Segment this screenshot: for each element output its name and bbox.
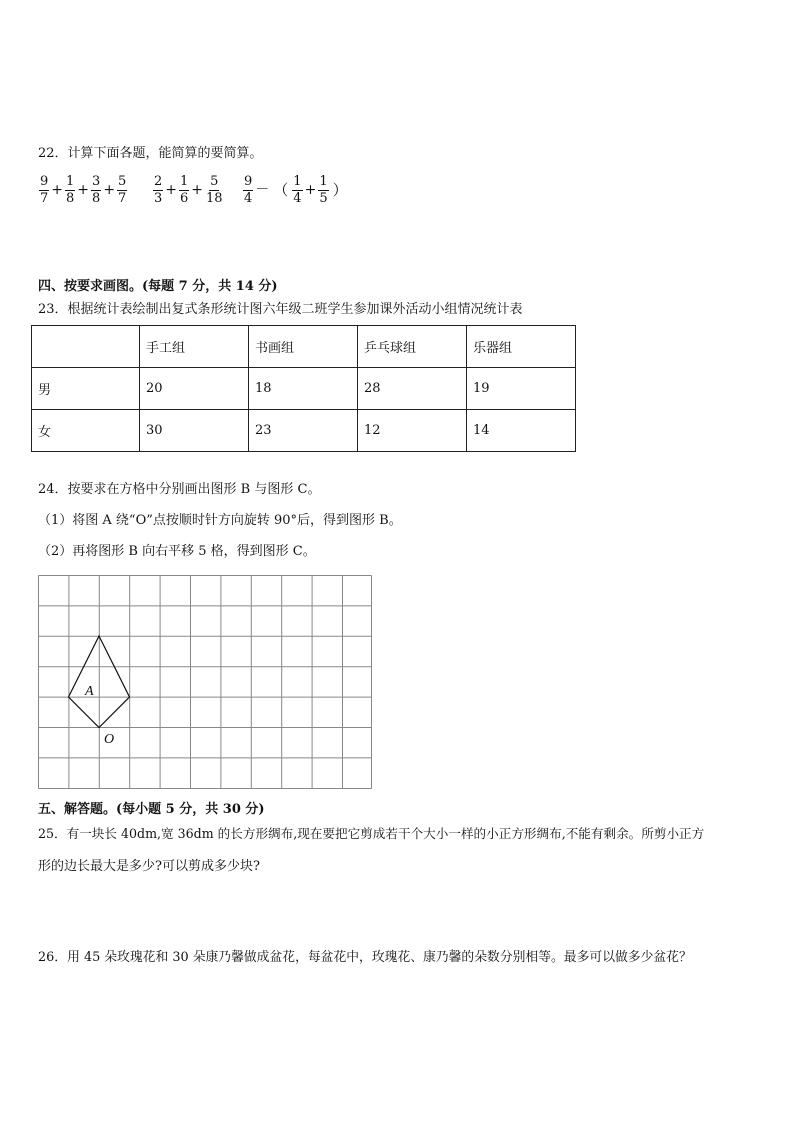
table-cell: 30 bbox=[140, 410, 249, 452]
fraction-denominator: 5 bbox=[319, 190, 328, 206]
table-cell: 23 bbox=[249, 410, 358, 452]
table-cell: 女 bbox=[32, 410, 140, 452]
fraction bbox=[292, 174, 302, 207]
point-o-label: O bbox=[104, 732, 115, 747]
operator: + bbox=[103, 182, 116, 198]
fraction-denominator: 8 bbox=[66, 190, 75, 206]
q24-step-1: （1）将图 A 绕“O”点按顺时针方向旋转 90°后，得到图形 B。 bbox=[38, 513, 402, 528]
table-header-cell: 手工组 bbox=[140, 326, 249, 368]
fraction-denominator: 4 bbox=[244, 190, 253, 206]
operator: + bbox=[77, 182, 90, 198]
q25-line-1: 25．有一块长 40dm,宽 36dm 的长方形绸布,现在要把它剪成若干个大小一样的小正方形绸布,不能有剩余。所剪小正方 bbox=[38, 826, 705, 841]
q24-label: 24．按要求在方格中分别画出图形 B 与图形 C。 bbox=[38, 482, 321, 497]
table-cell: 14 bbox=[467, 410, 576, 452]
fraction-denominator: 4 bbox=[293, 190, 302, 206]
table-header-cell: 乐器组 bbox=[467, 326, 576, 368]
table-cell: 18 bbox=[249, 368, 358, 410]
fraction-numerator: 3 bbox=[92, 173, 101, 189]
operator: + bbox=[304, 182, 317, 198]
fraction bbox=[91, 174, 101, 207]
fraction bbox=[39, 174, 49, 207]
fraction bbox=[65, 174, 75, 207]
q22-expression-2 bbox=[152, 170, 225, 210]
fraction-numerator: 1 bbox=[319, 173, 328, 189]
fraction bbox=[243, 174, 253, 207]
fraction-numerator: 1 bbox=[293, 173, 302, 189]
shape-a-label: A bbox=[85, 684, 94, 699]
q22-expression-3 bbox=[242, 170, 351, 210]
fraction-denominator: 7 bbox=[40, 190, 49, 206]
table-header-cell: 乒乓球组 bbox=[358, 326, 467, 368]
operator: － bbox=[255, 182, 270, 198]
fraction bbox=[318, 174, 328, 207]
table-cell: 12 bbox=[358, 410, 467, 452]
table-header-row bbox=[32, 326, 576, 368]
parenthesis: ） bbox=[332, 181, 348, 199]
fraction bbox=[117, 174, 127, 207]
fraction-denominator: 6 bbox=[180, 190, 189, 206]
fraction-denominator: 3 bbox=[154, 190, 163, 206]
table-row bbox=[32, 410, 576, 452]
table-cell: 19 bbox=[467, 368, 576, 410]
fraction-numerator: 1 bbox=[180, 173, 189, 189]
fraction bbox=[205, 174, 224, 207]
q22-expression-1 bbox=[38, 170, 128, 210]
section-4-title: 四、按要求画图。(每题 7 分，共 14 分) bbox=[38, 279, 278, 294]
table-header-cell: 书画组 bbox=[249, 326, 358, 368]
operator: + bbox=[165, 182, 178, 198]
q25-line-2: 形的边长最大是多少?可以剪成多少块? bbox=[38, 859, 260, 874]
fraction bbox=[153, 174, 163, 207]
table-cell: 男 bbox=[32, 368, 140, 410]
fraction bbox=[179, 174, 189, 207]
q26-label: 26．用 45 朵玫瑰花和 30 朵康乃馨做成盆花，每盆花中，玫瑰花、康乃馨的朵数分别相等。最多可以做多少盆花？ bbox=[38, 950, 692, 965]
section-5-title: 五、解答题。(每小题 5 分，共 30 分) bbox=[38, 802, 265, 817]
fraction-numerator: 9 bbox=[244, 173, 253, 189]
fraction-numerator: 5 bbox=[118, 173, 127, 189]
grid-lines bbox=[39, 576, 372, 789]
table-cell: 28 bbox=[358, 368, 467, 410]
activity-stats-table bbox=[31, 325, 576, 452]
q22-label: 22．计算下面各题，能简算的要简算。 bbox=[38, 146, 263, 161]
fraction-denominator: 8 bbox=[92, 190, 101, 206]
fraction-numerator: 2 bbox=[154, 173, 163, 189]
operator: + bbox=[51, 182, 64, 198]
operator: + bbox=[191, 182, 204, 198]
fraction-denominator: 7 bbox=[118, 190, 127, 206]
drawing-grid bbox=[38, 575, 374, 790]
parenthesis: （ bbox=[273, 181, 289, 199]
fraction-denominator: 18 bbox=[206, 190, 223, 206]
fraction-numerator: 5 bbox=[210, 173, 219, 189]
table-row bbox=[32, 368, 576, 410]
fraction-numerator: 1 bbox=[66, 173, 75, 189]
fraction-numerator: 9 bbox=[40, 173, 49, 189]
table-header-cell bbox=[32, 326, 140, 368]
q24-step-2: （2）再将图形 B 向右平移 5 格，得到图形 C。 bbox=[38, 544, 316, 559]
table-cell: 20 bbox=[140, 368, 249, 410]
q23-label: 23．根据统计表绘制出复式条形统计图六年级二班学生参加课外活动小组情况统计表 bbox=[38, 302, 523, 317]
